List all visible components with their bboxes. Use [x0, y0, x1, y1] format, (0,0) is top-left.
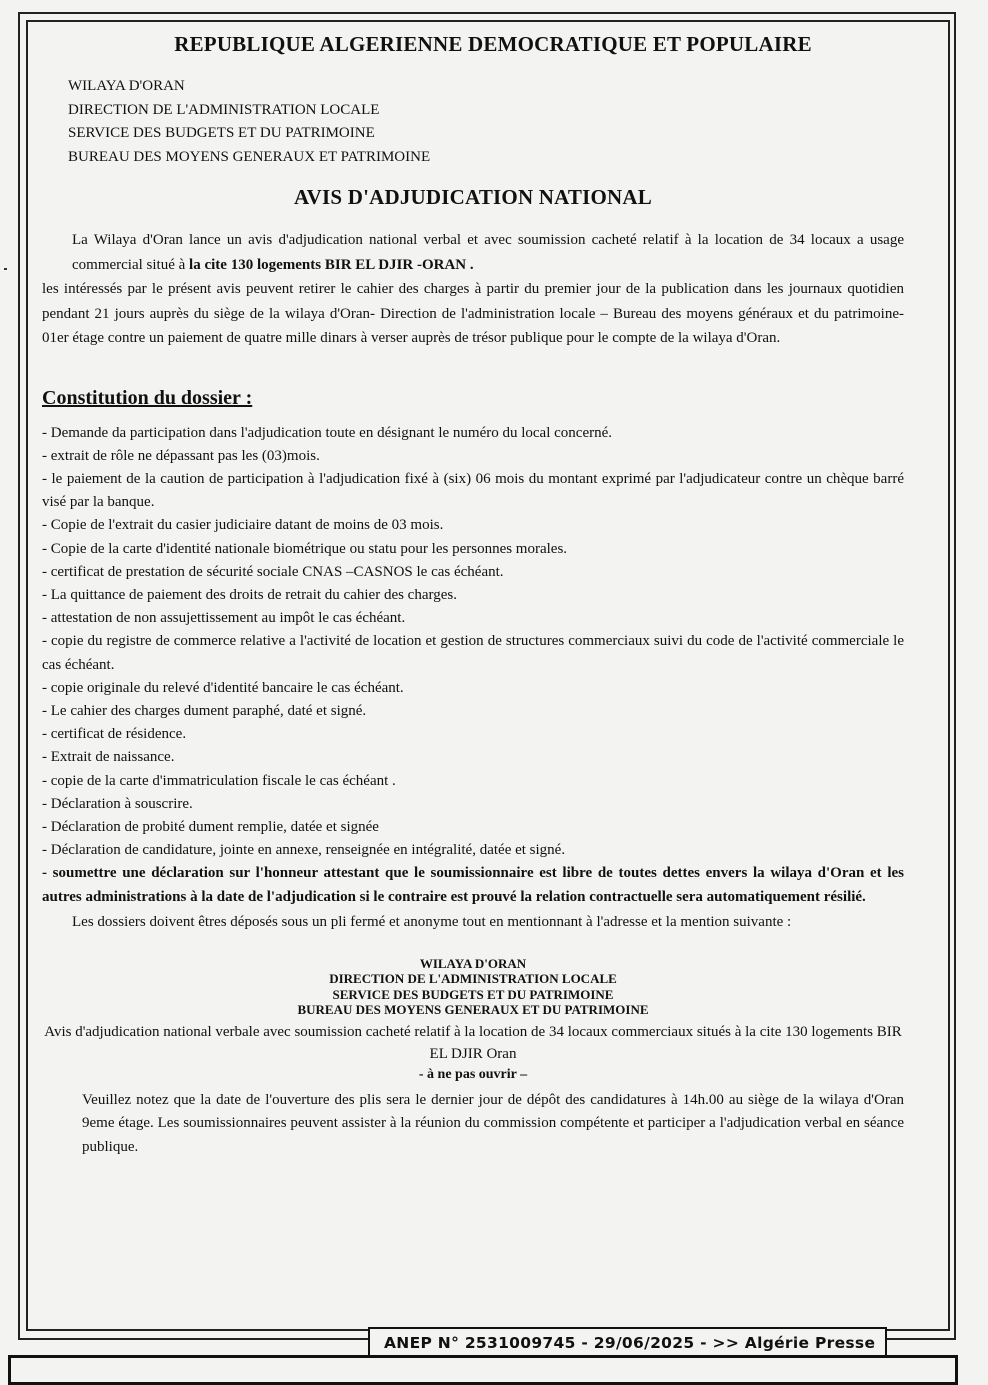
- list-item: - copie originale du relevé d'identité bancaire le cas échéant.: [42, 679, 404, 696]
- address-direction: DIRECTION DE L'ADMINISTRATION LOCALE: [329, 971, 617, 987]
- deposit-instructions: Les dossiers doivent êtres déposés sous un pli fermé et anonyme tout en mentionnant à l'adresse et la mention suivante :: [72, 913, 792, 930]
- issuer-block: [68, 75, 904, 169]
- list-item: - La quittance de paiement des droits de retrait du cahier des charges.: [42, 586, 457, 603]
- do-not-open-mention: - à ne pas ouvrir –: [418, 1066, 528, 1082]
- list-item: - copie de la carte d'immatriculation fiscale le cas échéant .: [42, 772, 396, 789]
- issuer-service: SERVICE DES BUDGETS ET DU PATRIMOINE: [68, 125, 375, 141]
- intro-paragraph: [42, 228, 904, 277]
- list-item: - Copie de l'extrait du casier judiciaire datant de moins de 03 mois.: [42, 517, 444, 534]
- requirements-list: [42, 422, 904, 909]
- opening-date-text: Veuillez notez que la date de l'ouverture des plis sera le dernier jour de dépôt des candidatures à 14h.00 au siège de la wilaya d'Oran 9eme étage. Les soumissionnaires peuvent assister à la réunion du commission compétente et participer a l'adjudication verbal en séance publique.: [82, 1091, 904, 1155]
- scan-mark: [4, 268, 7, 270]
- address-service: SERVICE DES BUDGETS ET DU PATRIMOINE: [332, 986, 614, 1002]
- notice-intro: [42, 228, 904, 351]
- list-item: - certificat de prestation de sécurité sociale CNAS –CASNOS le cas échéant.: [42, 563, 504, 580]
- list-item: - attestation de non assujettissement au impôt le cas échéant.: [42, 610, 406, 627]
- republic-title: REPUBLIQUE ALGERIENNE DEMOCRATIQUE ET POPULAIRE: [174, 32, 812, 56]
- issuer-direction: DIRECTION DE L'ADMINISTRATION LOCALE: [68, 101, 380, 118]
- intro-location: la cite 130 logements BIR EL DJIR -ORAN .: [189, 256, 474, 273]
- notice-title: AVIS D'ADJUDICATION NATIONAL: [294, 185, 652, 209]
- list-item: - certificat de résidence.: [42, 726, 187, 743]
- list-item: - Déclaration de probité dument remplie, datée et signée: [42, 818, 379, 835]
- intro-text: La Wilaya d'Oran lance un avis d'adjudication national verbal et avec soumission cacheté relatif à la location de 34 locaux a usage commercial situé à: [72, 232, 904, 273]
- closing-paragraph: [42, 1089, 904, 1160]
- dossier-heading: Constitution du dossier :: [42, 386, 253, 409]
- list-item: - Déclaration de candidature, jointe en annexe, renseignée en intégralité, datée et signé.: [42, 842, 566, 859]
- list-item: - Copie de la carte d'identité nationale biométrique ou statu pour les personnes morales.: [42, 540, 568, 557]
- list-item: - Extrait de naissance.: [42, 749, 175, 766]
- notice-content: [42, 28, 904, 1159]
- list-item: - Demande da participation dans l'adjudication toute en désignant le numéro du local concerné.: [42, 424, 612, 441]
- list-item: - soumettre une déclaration sur l'honneur attestant que le soumissionnaire est libre de toutes dettes envers la wilaya d'Oran et les autres administrations à la date de l'adjudication si le contraire est prouvé la relation contractuelle sera automatiquement résilié.: [42, 865, 904, 905]
- list-item: - le paiement de la caution de participation à l'adjudication fixé à (six) 06 mois du montant exprimé par l'adjudicateur contre un chèque barré visé par la banque.: [42, 470, 904, 511]
- issuer-wilaya: WILAYA D'ORAN: [68, 78, 185, 94]
- address-wilaya: WILAYA D'ORAN: [419, 955, 527, 971]
- next-notice-border: [8, 1355, 958, 1385]
- intro-retrieval-paragraph: les intéressés par le présent avis peuvent retirer le cahier des charges à partir du premier jour de la publication dans les journaux quotidien pendant 21 jours auprès du siège de la wilaya d'Oran- Direction de l'administration locale – Bureau des moyens généraux et du patrimoine- 01er étage contre un paiement de quatre mille dinars à verser auprès de trésor publique pour le compte de la wilaya d'Oran.: [42, 281, 904, 346]
- list-item: - Déclaration à souscrire.: [42, 795, 193, 812]
- list-item: - extrait de rôle ne dépassant pas les (03)mois.: [42, 447, 320, 464]
- list-item: - copie du registre de commerce relative a l'activité de location et gestion de structures commerciaux suivi du code de l'activité commerciale le cas échéant.: [42, 633, 904, 673]
- list-item: - Le cahier des charges dument paraphé, daté et signé.: [42, 702, 367, 719]
- envelope-address: [42, 956, 904, 1018]
- address-bureau: BUREAU DES MOYENS GENERAUX ET DU PATRIMOINE: [297, 1002, 649, 1018]
- anep-reference: ANEP N° 2531009745 - 29/06/2025 - >> Algérie Presse: [368, 1327, 887, 1355]
- issuer-bureau: BUREAU DES MOYENS GENERAUX ET PATRIMOINE: [68, 148, 431, 165]
- envelope-mention: Avis d'adjudication national verbale avec soumission cacheté relatif à la location de 34 locaux commerciaux situés à la cite 130 logements BIR EL DJIR Oran: [44, 1023, 902, 1062]
